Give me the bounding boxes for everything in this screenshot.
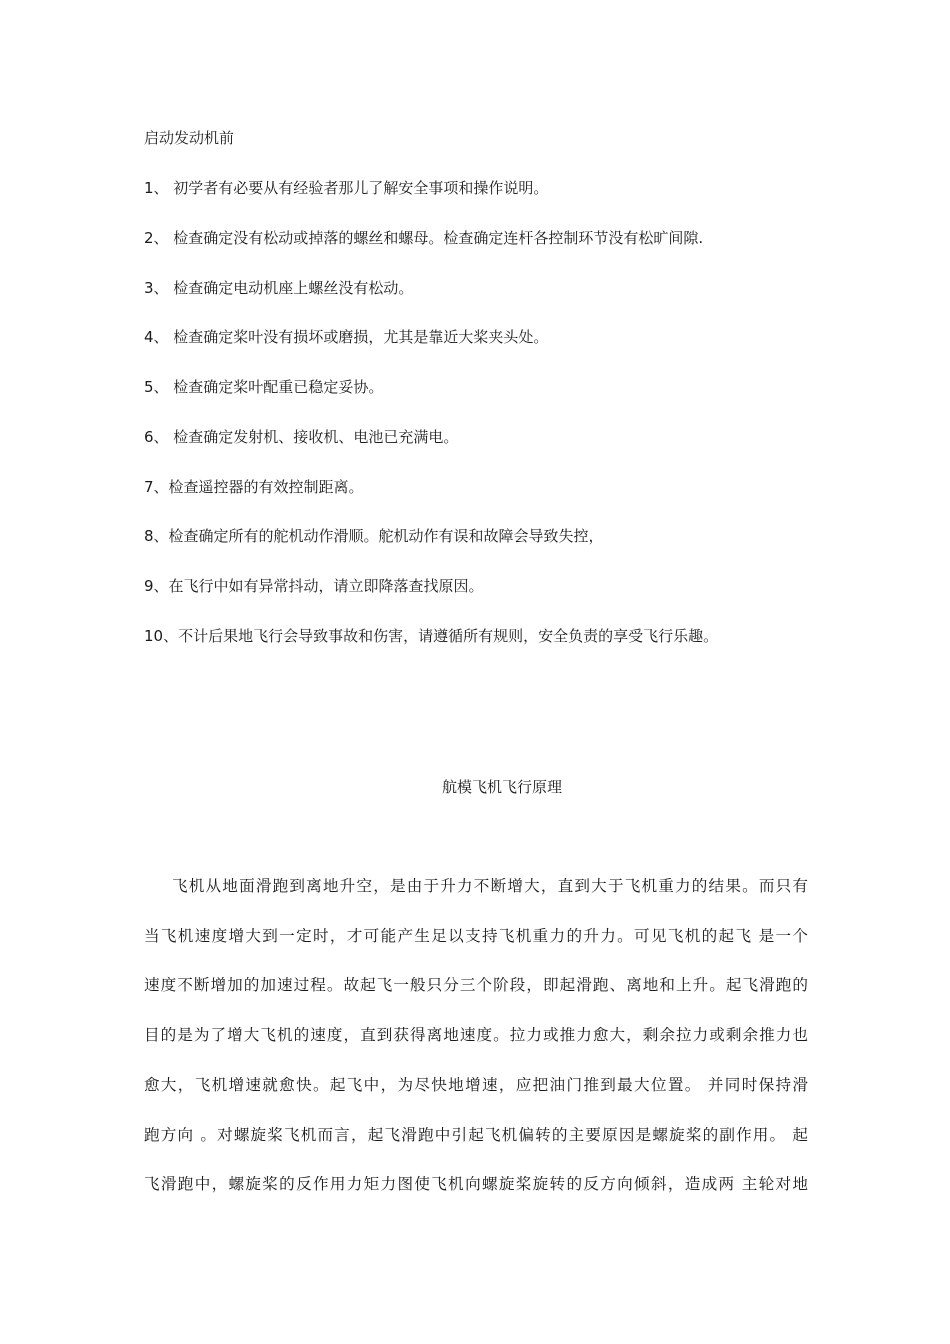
section-title: 航模飞机飞行原理 <box>441 778 562 796</box>
list-item: 3、 检查确定电动机座上螺丝没有松动。 <box>144 279 414 297</box>
section-heading: 启动发动机前 <box>144 129 235 147</box>
paragraph-line: 速度不断增加的加速过程。故起飞一般只分三个阶段，即起滑跑、离地和上升。起飞滑跑的 <box>144 976 808 994</box>
paragraph-line: 目的是为了增大飞机的速度，直到获得离地速度。拉力或推力愈大，剩余拉力或剩余推力也 <box>144 1026 808 1044</box>
paragraph-line: 飞滑跑中，螺旋桨的反作用力矩力图使飞机向螺旋桨旋转的反方向倾斜，造成两 主轮对地 <box>144 1175 808 1193</box>
paragraph-line: 跑方向 。对螺旋桨飞机而言，起飞滑跑中引起飞机偏转的主要原因是螺旋桨的副作用。 起 <box>144 1126 808 1144</box>
list-item: 8、检查确定所有的舵机动作滑顺。舵机动作有误和故障会导致失控， <box>144 527 604 545</box>
paragraph-line: 飞机从地面滑跑到离地升空，是由于升力不断增大，直到大于飞机重力的结果。而只有 <box>172 877 808 895</box>
paragraph-line: 愈大，飞机增速就愈快。起飞中，为尽快地增速，应把油门推到最大位置。 并同时保持滑 <box>144 1076 808 1094</box>
list-item: 5、 检查确定桨叶配重已稳定妥协。 <box>144 378 384 396</box>
list-item: 1、 初学者有必要从有经验者那儿了解安全事项和操作说明。 <box>144 179 549 197</box>
list-item: 6、 检查确定发射机、接收机、电池已充满电。 <box>144 428 459 446</box>
list-item: 2、 检查确定没有松动或掉落的螺丝和螺母。检查确定连杆各控制环节没有松旷间隙. <box>144 229 704 247</box>
list-item: 4、 检查确定桨叶没有损坏或磨损，尤其是靠近大桨夹头处。 <box>144 328 549 346</box>
paragraph-line: 当飞机速度增大到一定时，才可能产生足以支持飞机重力的升力。可见飞机的起飞 是一个 <box>144 927 808 945</box>
list-item: 10、不计后果地飞行会导致事故和伤害，请遵循所有规则，安全负责的享受飞行乐趣。 <box>144 627 719 645</box>
list-item: 7、检查遥控器的有效控制距离。 <box>144 478 364 496</box>
list-item: 9、在飞行中如有异常抖动，请立即降落查找原因。 <box>144 577 484 595</box>
